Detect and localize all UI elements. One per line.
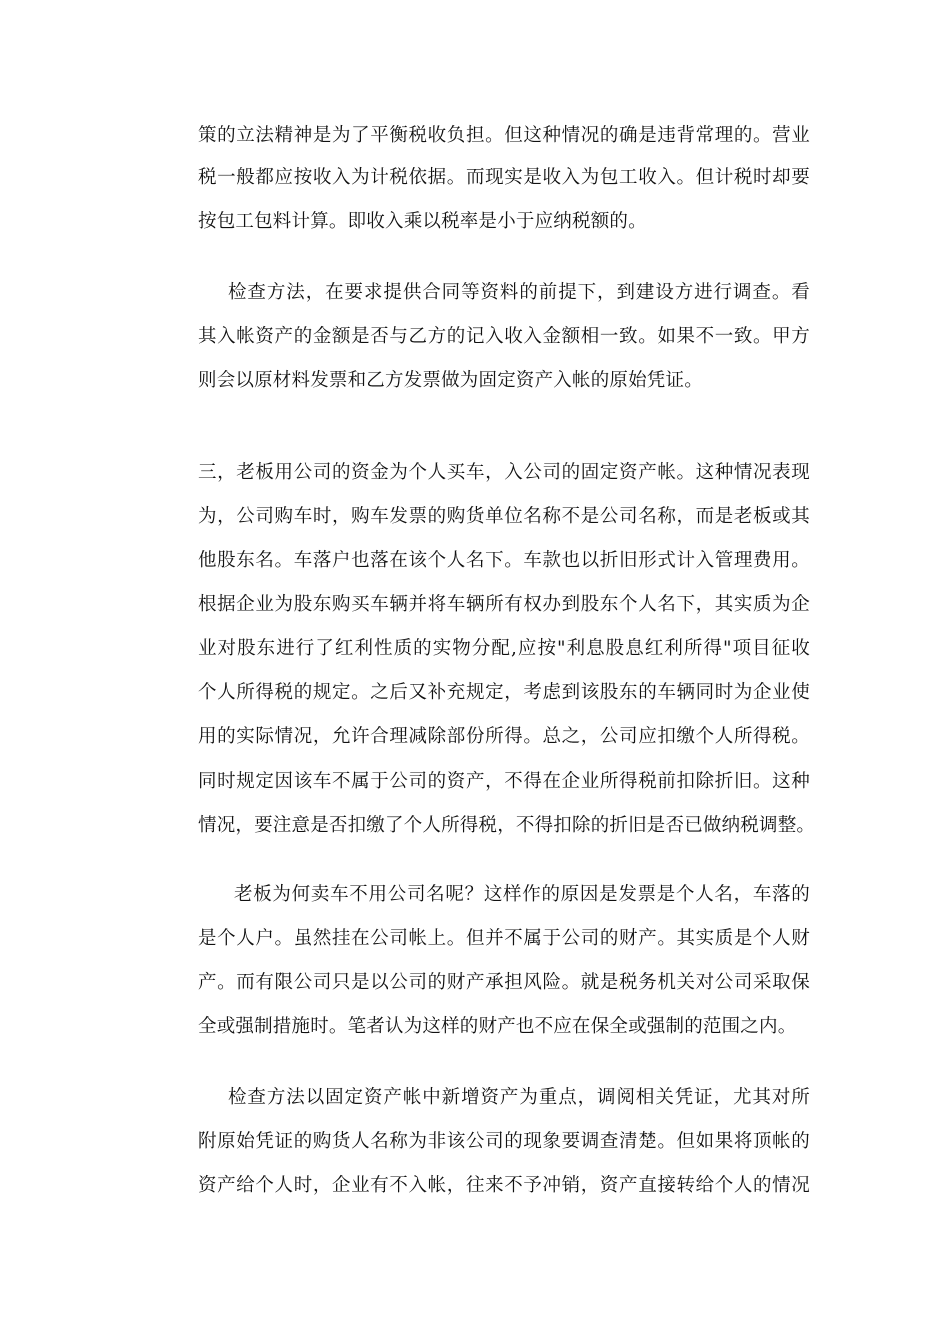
paragraph-3-line-1: 三，老板用公司的资金为个人买车，入公司的固定资产帐。这种情况表现	[198, 462, 810, 483]
paragraph-2-line-2: 其入帐资产的金额是否与乙方的记入收入金额相一致。如果不一致。甲方	[198, 326, 810, 347]
paragraph-5-line-2: 附原始凭证的购货人名称为非该公司的现象要调查清楚。但如果将顶帐的	[198, 1131, 810, 1152]
paragraph-3-line-3: 他股东名。车落户也落在该个人名下。车款也以折旧形式计入管理费用。	[198, 550, 810, 571]
paragraph-2-line-3: 则会以原材料发票和乙方发票做为固定资产入帐的原始凭证。	[198, 370, 703, 391]
paragraph-5-line-3: 资产给个人时，企业有不入帐，往来不予冲销，资产直接转给个人的情况	[198, 1175, 810, 1196]
paragraph-3-line-5: 业对股东进行了红利性质的实物分配,应按"利息股息红利所得"项目征收	[198, 638, 810, 659]
paragraph-4-line-3: 产。而有限公司只是以公司的财产承担风险。就是税务机关对公司采取保	[198, 972, 810, 993]
paragraph-4-line-4: 全或强制措施时。笔者认为这样的财产也不应在保全或强制的范围之内。	[198, 1016, 797, 1037]
paragraph-3-line-9: 情况，要注意是否扣缴了个人所得税，不得扣除的折旧是否已做纳税调整。	[198, 815, 816, 836]
paragraph-3-line-2: 为，公司购车时，购车发票的购货单位名称不是公司名称，而是老板或其	[198, 506, 810, 527]
paragraph-3-line-7: 用的实际情况，允许合理减除部份所得。总之，公司应扣缴个人所得税。	[198, 726, 810, 747]
paragraph-2-line-1: 检查方法，在要求提供合同等资料的前提下，到建设方进行调查。看	[228, 282, 810, 303]
paragraph-1-line-1: 策的立法精神是为了平衡税收负担。但这种情况的确是违背常理的。营业	[198, 125, 810, 146]
paragraph-4-line-1: 老板为何卖车不用公司名呢？这样作的原因是发票是个人名，车落的	[234, 884, 810, 905]
paragraph-4-line-2: 是个人户。虽然挂在公司帐上。但并不属于公司的财产。其实质是个人财	[198, 928, 810, 949]
paragraph-3-line-4: 根据企业为股东购买车辆并将车辆所有权办到股东个人名下，其实质为企	[198, 594, 810, 615]
paragraph-3-line-6: 个人所得税的规定。之后又补充规定，考虑到该股东的车辆同时为企业使	[198, 682, 810, 703]
paragraph-1-line-3: 按包工包料计算。即收入乘以税率是小于应纳税额的。	[198, 211, 647, 232]
paragraph-5-line-1: 检查方法以固定资产帐中新增资产为重点，调阅相关凭证，尤其对所	[228, 1087, 810, 1108]
paragraph-3-line-8: 同时规定因该车不属于公司的资产，不得在企业所得税前扣除折旧。这种	[198, 771, 810, 792]
paragraph-1-line-2: 税一般都应按收入为计税依据。而现实是收入为包工收入。但计税时却要	[198, 167, 810, 188]
